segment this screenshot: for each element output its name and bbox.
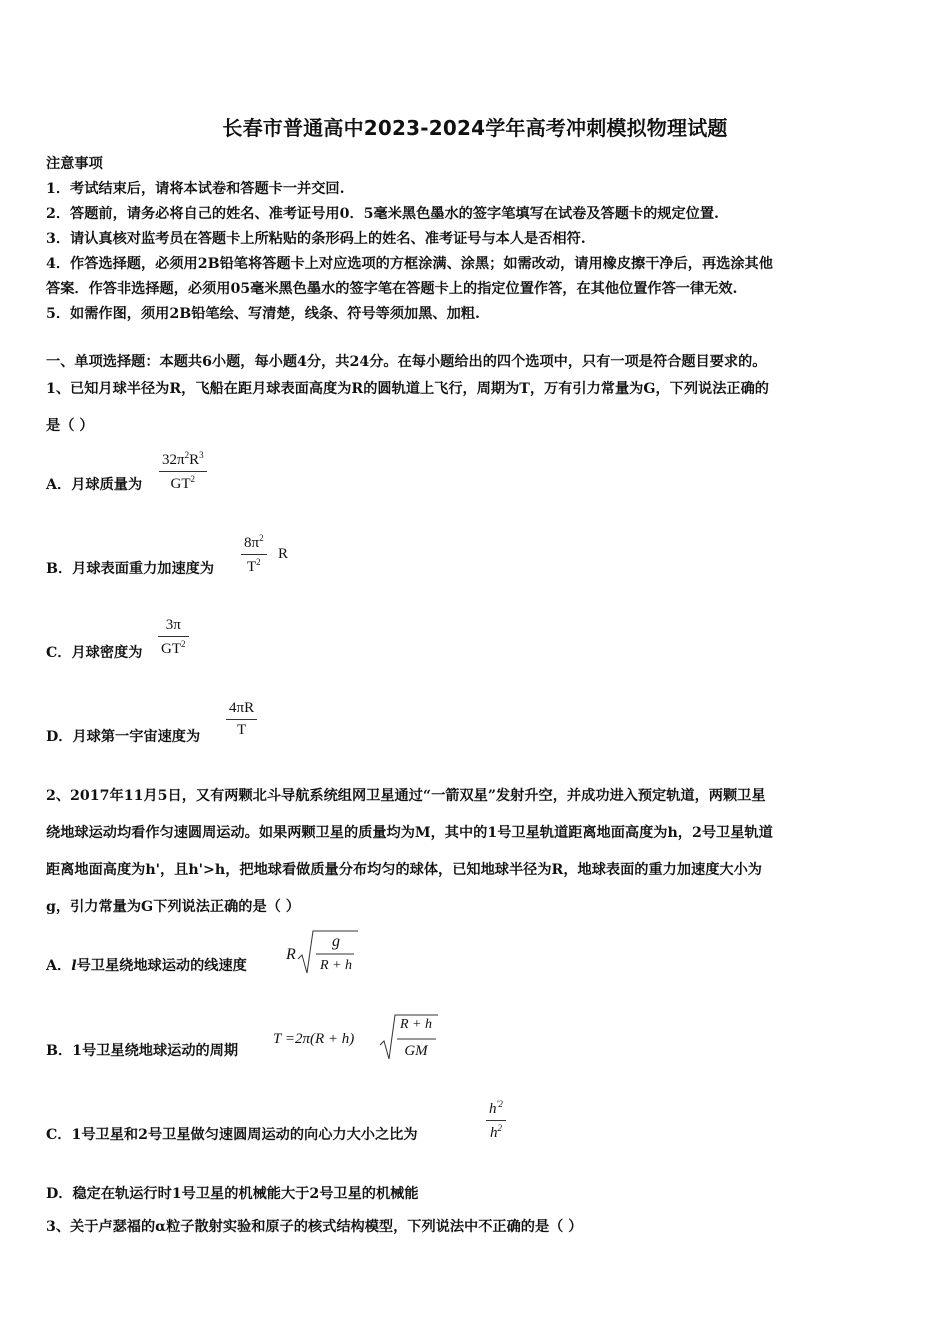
q2-option-d: D．稳定在轨运行时1号卫星的机械能大于2号卫星的机械能 [46, 1186, 419, 1202]
q2-option-b-num: R + h [400, 1017, 432, 1032]
q1-option-c: C．月球密度为 [46, 645, 143, 661]
notice-heading: 注意事项 [46, 156, 103, 172]
q2-option-c: C．1号卫星和2号卫星做匀速圆周运动的向心力大小之比为 [46, 1127, 418, 1143]
q2-option-b-lhs: T =2π(R + h) [273, 1031, 355, 1047]
q2-option-b-den: GM [404, 1043, 428, 1059]
notice-item: 5．如需作图，须用2B铅笔绘、写清楚，线条、符号等须加黑、加粗. [46, 306, 480, 322]
q1-option-d: D．月球第一宇宙速度为 [46, 729, 201, 745]
question-1-stem-cont: 是（ ） [46, 418, 94, 434]
q2-option-a-coef: R [286, 946, 296, 963]
question-2-stem-cont: 距离地面高度为h'，且h'>h，把地球看做质量分布均匀的球体，已知地球半径为R，地球表面的重力加速度大小为 [46, 862, 762, 878]
q1-option-b-tail: R [278, 546, 289, 562]
question-1-stem: 1、已知月球半径为R，飞船在距月球表面高度为R的圆轨道上飞行，周期为T，万有引力常量为G，下列说法正确的 [46, 381, 769, 397]
q1-option-a: A．月球质量为 [46, 477, 143, 493]
question-2-stem-cont: g，引力常量为G下列说法正确的是（ ） [46, 899, 300, 915]
q2-option-c-formula: $\frac{h^{'2}}{h^2}$ [486, 1099, 506, 1142]
q2-option-b: B．1号卫星绕地球运动的周期 [46, 1043, 239, 1059]
page-title: 长春市普通高中2023-2024学年高考冲刺模拟物理试题 [222, 116, 728, 140]
q2-option-a-den: R + h [320, 958, 352, 973]
question-2-stem-cont: 绕地球运动均看作匀速圆周运动。如果两颗卫星的质量均为M，其中的1号卫星轨道距离地面高度为h，2号卫星轨道 [46, 825, 773, 841]
q1-option-d-formula: $\frac{4\pi R}{T}$ [226, 700, 257, 739]
q1-option-b-formula: $\frac{8\pi^2}{T^2}$ [241, 533, 267, 576]
notice-item: 4．作答选择题，必须用2B铅笔将答题卡上对应选项的方框涂满、涂黑；如需改动，请用橡皮擦干净后，再选涂其他 [46, 256, 773, 272]
notice-item: 答案．作答非选择题，必须用05毫米黑色墨水的签字笔在答题卡上的指定位置作答，在其他位置作答一律无效. [46, 281, 738, 297]
section-heading: 一、单项选择题：本题共6小题，每小题4分，共24分。在每小题给出的四个选项中，只有一项是符合题目要求的。 [46, 354, 767, 370]
q1-option-a-formula: $\frac{32\pi^2R^3}{GT^2}$ [159, 450, 207, 493]
notice-item: 3．请认真核对监考员在答题卡上所粘贴的条形码上的姓名、准考证号与本人是否相符. [46, 231, 586, 247]
q2-option-a: A．l号卫星绕地球运动的线速度 [46, 958, 247, 974]
q1-option-b: B．月球表面重力加速度为 [46, 561, 215, 577]
q1-option-c-formula: $\frac{3\pi}{GT^2}$ [158, 617, 189, 658]
question-3-stem: 3、关于卢瑟福的α粒子散射实验和原子的核式结构模型，下列说法中不正确的是（ ） [46, 1219, 583, 1235]
q2-option-a-num: g [332, 933, 340, 950]
question-2-stem: 2、2017年11月5日，又有两颗北斗导航系统组网卫星通过“一箭双星”发射升空，并成功进入预定轨道，两颗卫星 [46, 788, 766, 804]
notice-item: 2．答题前，请务必将自己的姓名、准考证号用0．5毫米黑色墨水的签字笔填写在试卷及答题卡的规定位置. [46, 206, 719, 222]
notice-item: 1．考试结束后，请将本试卷和答题卡一并交回. [46, 181, 345, 197]
